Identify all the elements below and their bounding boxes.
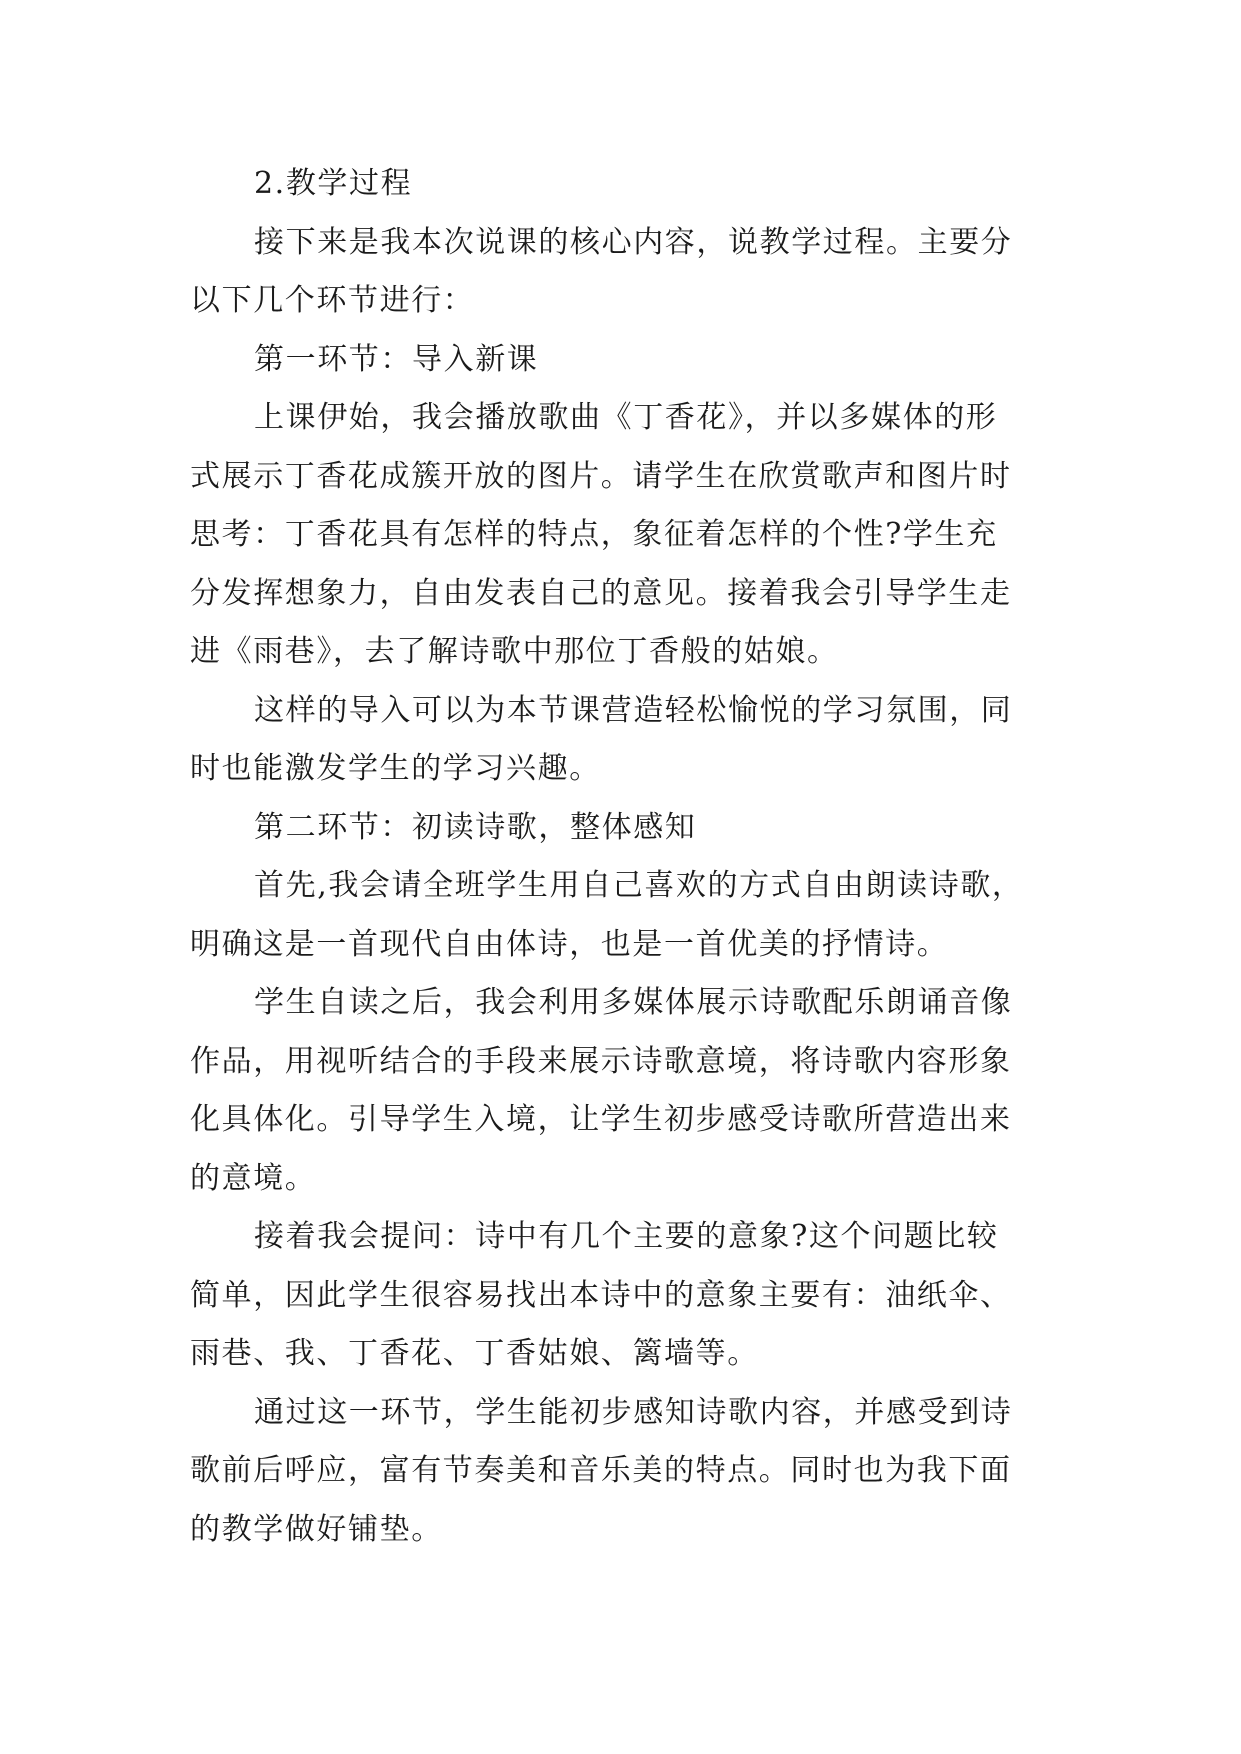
paragraph-line: 以下几个环节进行： [190,283,475,318]
paragraph-line: 时也能激发学生的学习兴趣。 [190,751,601,786]
paragraph-line: 的教学做好铺垫。 [190,1511,443,1547]
document-body [190,155,1050,1559]
paragraph-line: 的意境。 [190,1160,317,1196]
paragraph-line: 化具体化。引导学生入境，让学生初步感受诗歌所营造出来 [190,1102,1012,1137]
paragraph-line: 简单，因此学生很容易找出本诗中的意象主要有：油纸伞、 [190,1277,1012,1313]
paragraph-line: 雨巷、我、丁香花、丁香姑娘、篱墙等。 [190,1336,759,1371]
paragraph-line: 歌前后呼应，富有节奏美和音乐美的特点。同时也为我下面 [190,1453,1012,1488]
paragraph-line: 接着我会提问：诗中有几个主要的意象?这个问题比较 [254,1219,999,1254]
paragraph-line: 学生自读之后，我会利用多媒体展示诗歌配乐朗诵音像 [254,985,1013,1020]
paragraph-line: 式展示丁香花成簇开放的图片。请学生在欣赏歌声和图片时 [190,458,1012,494]
paragraph-line: 接下来是我本次说课的核心内容，说教学过程。主要分 [254,224,1013,260]
paragraph-line: 进《雨巷》，去了解诗歌中那位丁香般的姑娘。 [190,634,839,669]
paragraph-line: 上课伊始，我会播放歌曲《丁香花》，并以多媒体的形 [254,400,998,435]
subsection-heading: 第一环节：导入新课 [254,341,539,377]
paragraph-line: 通过这一环节，学生能初步感知诗歌内容，并感受到诗 [254,1394,1013,1430]
subsection-heading: 第二环节：初读诗歌，整体感知 [254,809,697,845]
paragraph-line: 作品，用视听结合的手段来展示诗歌意境，将诗歌内容形象 [190,1043,1012,1079]
paragraph-line: 思考：丁香花具有怎样的特点，象征着怎样的个性?学生充 [190,517,998,552]
paragraph-line: 这样的导入可以为本节课营造轻松愉悦的学习氛围，同 [254,692,1013,728]
section-heading: 2.教学过程 [254,166,413,201]
paragraph-line: 首先,我会请全班学生用自己喜欢的方式自由朗读诗歌， [254,868,1024,903]
paragraph-line: 分发挥想象力，自由发表自己的意见。接着我会引导学生走 [190,575,1012,611]
paragraph-line: 明确这是一首现代自由体诗，也是一首优美的抒情诗。 [190,926,949,962]
